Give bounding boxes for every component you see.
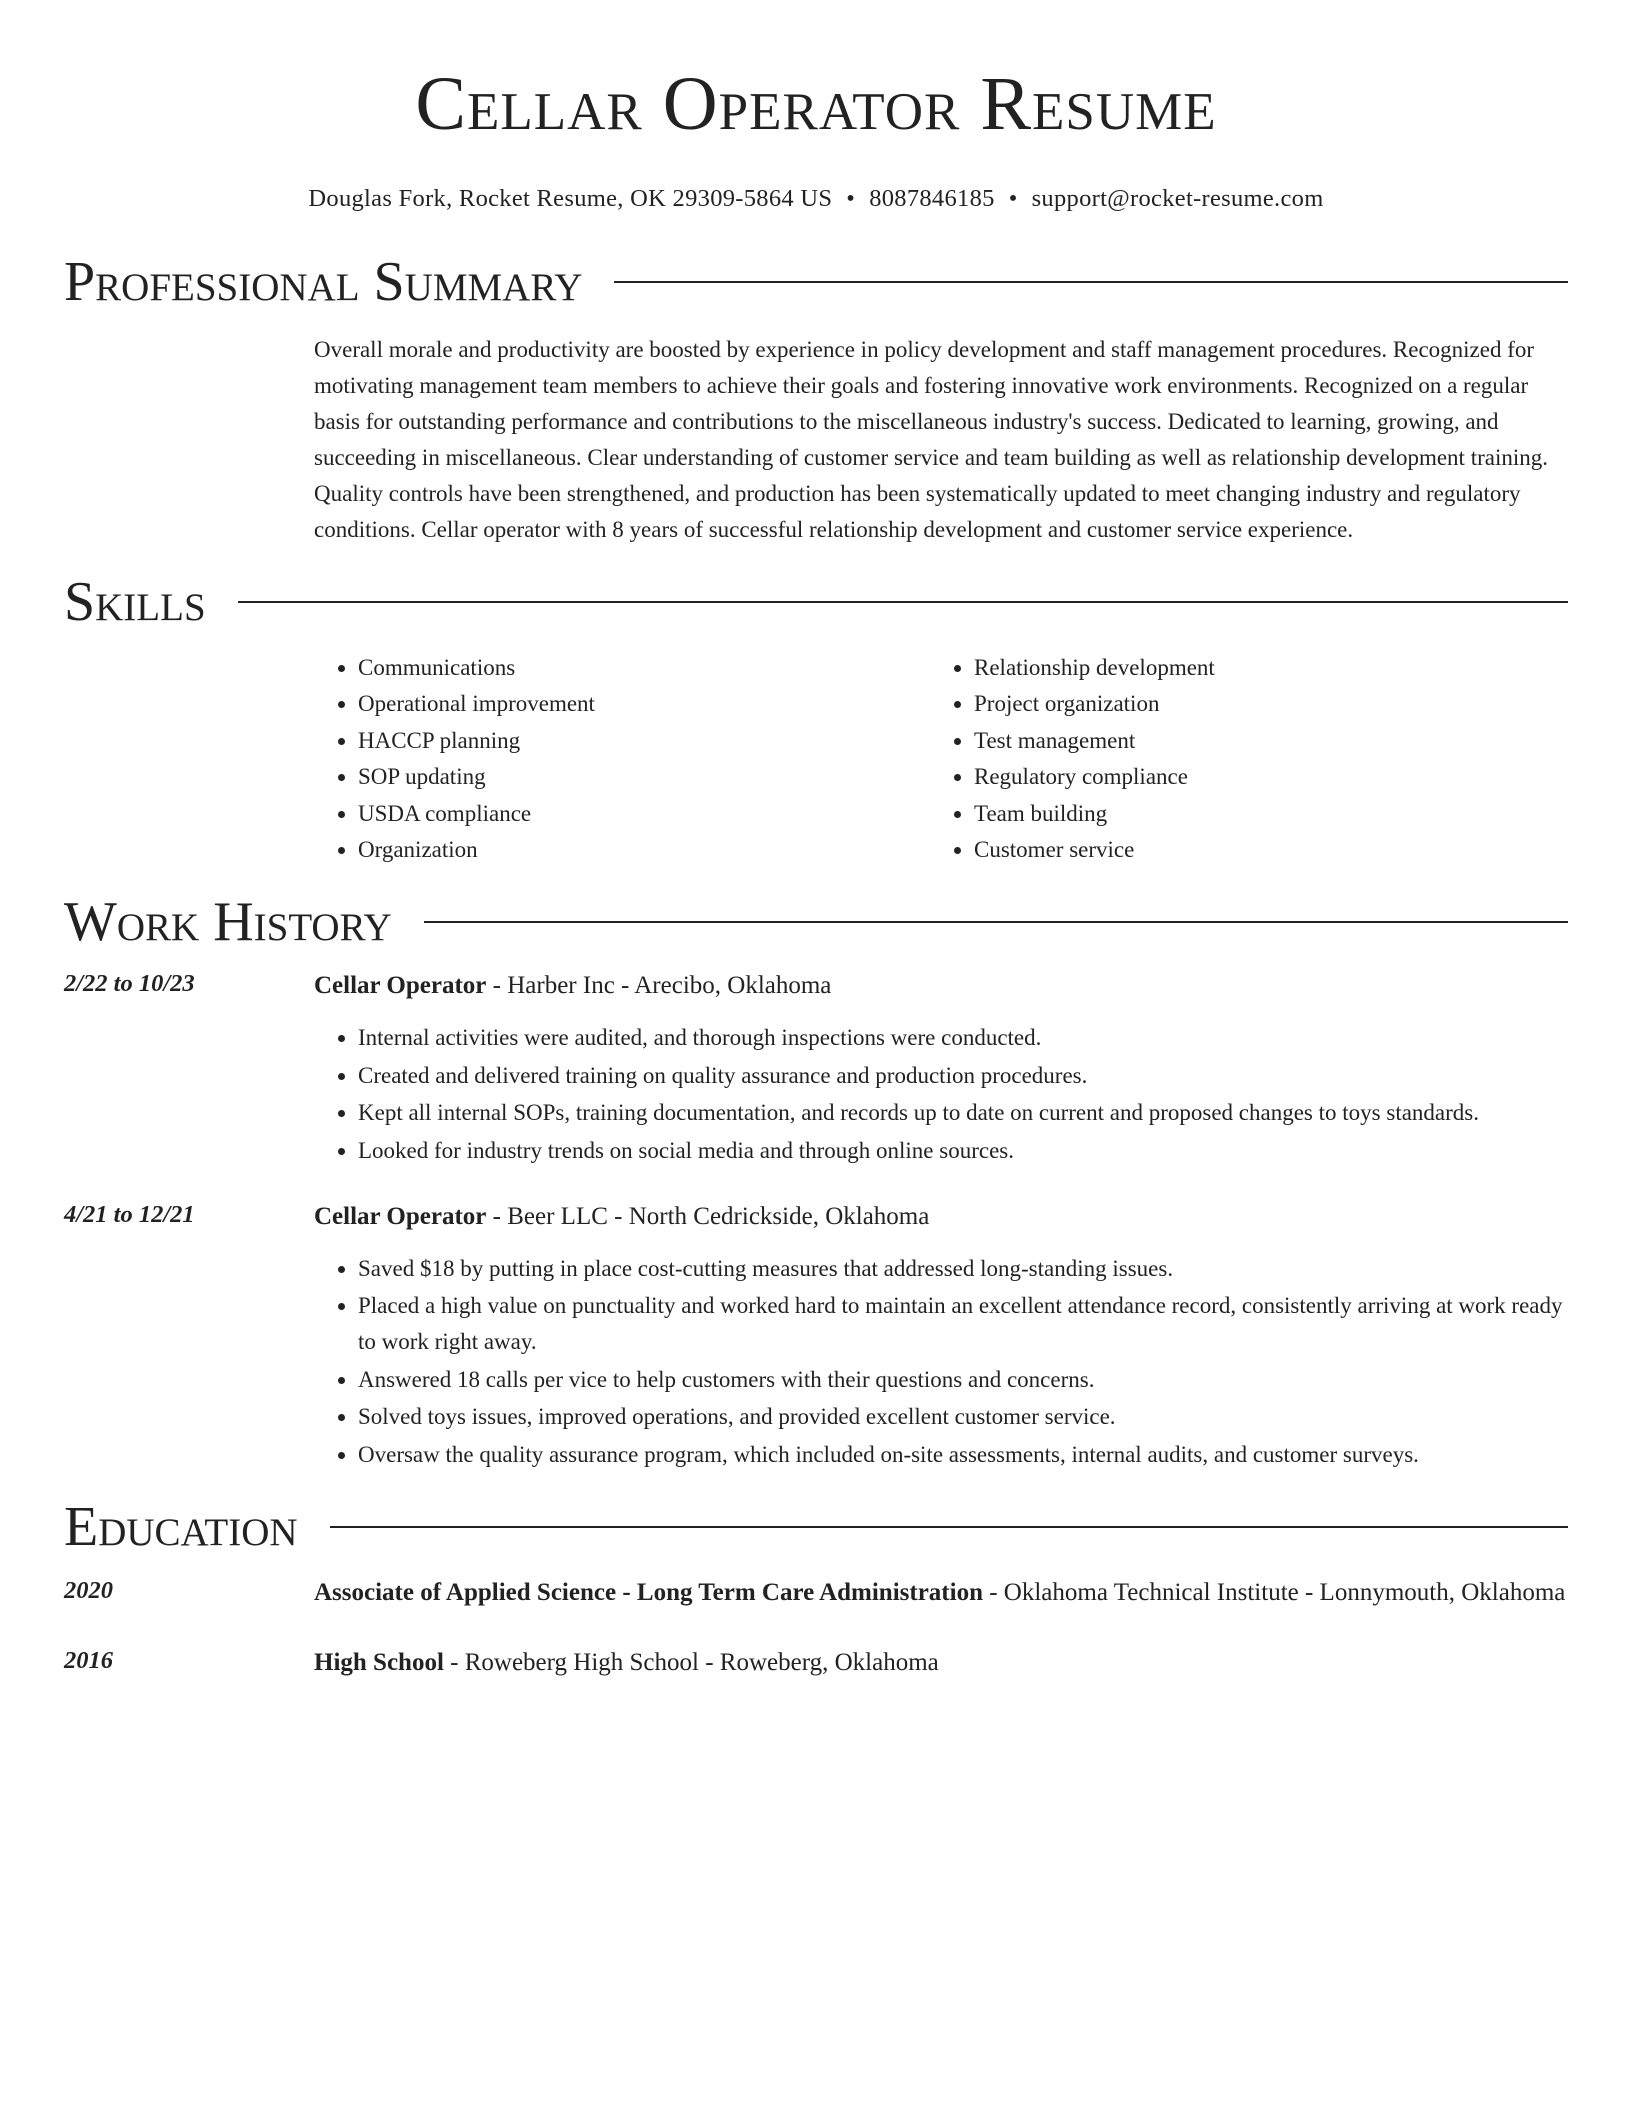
contact-email: support@rocket-resume.com	[1031, 185, 1324, 212]
skill-item: • Regulatory compliance	[974, 759, 1546, 795]
education-school: - Roweberg High School - Roweberg, Oklahoma	[443, 1648, 939, 1676]
job-employer: - Beer LLC - North Cedrickside, Oklahoma	[486, 1202, 930, 1230]
summary-heading: Professional Summary	[64, 251, 583, 313]
job-bullet: • Solved toys issues, improved operations, and provided excellent customer service.	[358, 1399, 1568, 1435]
job-bullets	[64, 1020, 1568, 1169]
education-info	[314, 1643, 1568, 1683]
contact-separator: •	[1008, 185, 1018, 212]
skill-item: • HACCP planning	[358, 723, 930, 759]
education-year: 2016	[64, 1646, 113, 1674]
job-bullets	[64, 1251, 1568, 1473]
section-divider	[238, 601, 1568, 603]
skill-item: • Team building	[974, 796, 1546, 832]
contact-line	[64, 184, 1568, 214]
skill-item: • Organization	[358, 832, 930, 868]
skills-column-right	[930, 650, 1546, 868]
job-info	[314, 1197, 1568, 1237]
skills-list	[64, 650, 1568, 868]
education-entry	[64, 1573, 1568, 1613]
skill-item: • Project organization	[974, 686, 1546, 722]
job-bullet: • Kept all internal SOPs, training documentation, and records up to date on current and proposed changes to toys standards.	[358, 1095, 1568, 1131]
job-bullet: • Saved $18 by putting in place cost-cutting measures that addressed long-standing issues.	[358, 1251, 1568, 1287]
job-bullet: • Internal activities were audited, and thorough inspections were conducted.	[358, 1020, 1568, 1056]
skills-section-header	[64, 572, 1568, 632]
job-entry	[64, 1197, 1568, 1237]
job-employer: - Harber Inc - Arecibo, Oklahoma	[486, 972, 832, 1000]
skill-item: • Operational improvement	[358, 686, 930, 722]
education-degree: High School	[314, 1648, 444, 1676]
job-bullet: • Placed a high value on punctuality and worked hard to maintain an excellent attendance record, consistently arriving at work ready to work right away.	[358, 1288, 1568, 1360]
education-section-header	[64, 1497, 1568, 1557]
education-school: - Oklahoma Technical Institute - Lonnymouth, Oklahoma	[982, 1578, 1566, 1606]
skill-item: • Test management	[974, 723, 1546, 759]
job-title: Cellar Operator	[314, 1202, 487, 1230]
contact-separator: •	[846, 185, 856, 212]
job-title: Cellar Operator	[314, 972, 487, 1000]
job-info	[314, 966, 1568, 1006]
education-entry	[64, 1643, 1568, 1683]
job-bullet: • Oversaw the quality assurance program, which included on-site assessments, internal audits, and customer surveys.	[358, 1437, 1568, 1473]
education-year: 2020	[64, 1576, 113, 1604]
education-info	[314, 1573, 1568, 1613]
summary-text: Overall morale and productivity are boosted by experience in policy development and staff management procedures. Recognized for motivating management team members to achieve their goals and fostering innovative work environments. Recognized on a regular basis for outstanding performance and contributions to the miscellaneous industry's success. Dedicated to learning, growing, and succeeding in miscellaneous. Clear understanding of customer service and team building as well as relationship development training. Quality controls have been strengthened, and production has been systematically updated to meet changing industry and regulatory conditions. Cellar operator with 8 years of successful relationship development and customer service experience.	[314, 337, 1548, 542]
contact-phone: 8087846185	[869, 185, 995, 212]
skill-item: • Customer service	[974, 832, 1546, 868]
skill-item: • Relationship development	[974, 650, 1546, 686]
section-divider	[424, 921, 1568, 923]
education-degree: Associate of Applied Science - Long Term Care Administration	[314, 1578, 983, 1606]
resume-title: Cellar Operator Resume	[415, 62, 1217, 146]
education-heading: Education	[64, 1495, 298, 1558]
job-bullet: • Answered 18 calls per vice to help customers with their questions and concerns.	[358, 1362, 1568, 1398]
job-bullet: • Created and delivered training on quality assurance and production procedures.	[358, 1058, 1568, 1094]
summary-section-header	[64, 252, 1568, 312]
job-entry	[64, 966, 1568, 1006]
section-divider	[614, 281, 1568, 283]
job-dates: 4/21 to 12/21	[64, 1200, 195, 1228]
job-dates: 2/22 to 10/23	[64, 970, 195, 998]
skills-heading: Skills	[64, 571, 206, 633]
job-bullet: • Looked for industry trends on social media and through online sources.	[358, 1133, 1568, 1169]
skill-item: • SOP updating	[358, 759, 930, 795]
skill-item: • Communications	[358, 650, 930, 686]
contact-address: Douglas Fork, Rocket Resume, OK 29309-5864 US	[308, 185, 833, 212]
work-heading: Work History	[64, 891, 392, 954]
section-divider	[330, 1526, 1568, 1528]
skill-item: • USDA compliance	[358, 796, 930, 832]
work-section-header	[64, 892, 1568, 952]
skills-column-left	[314, 650, 930, 868]
